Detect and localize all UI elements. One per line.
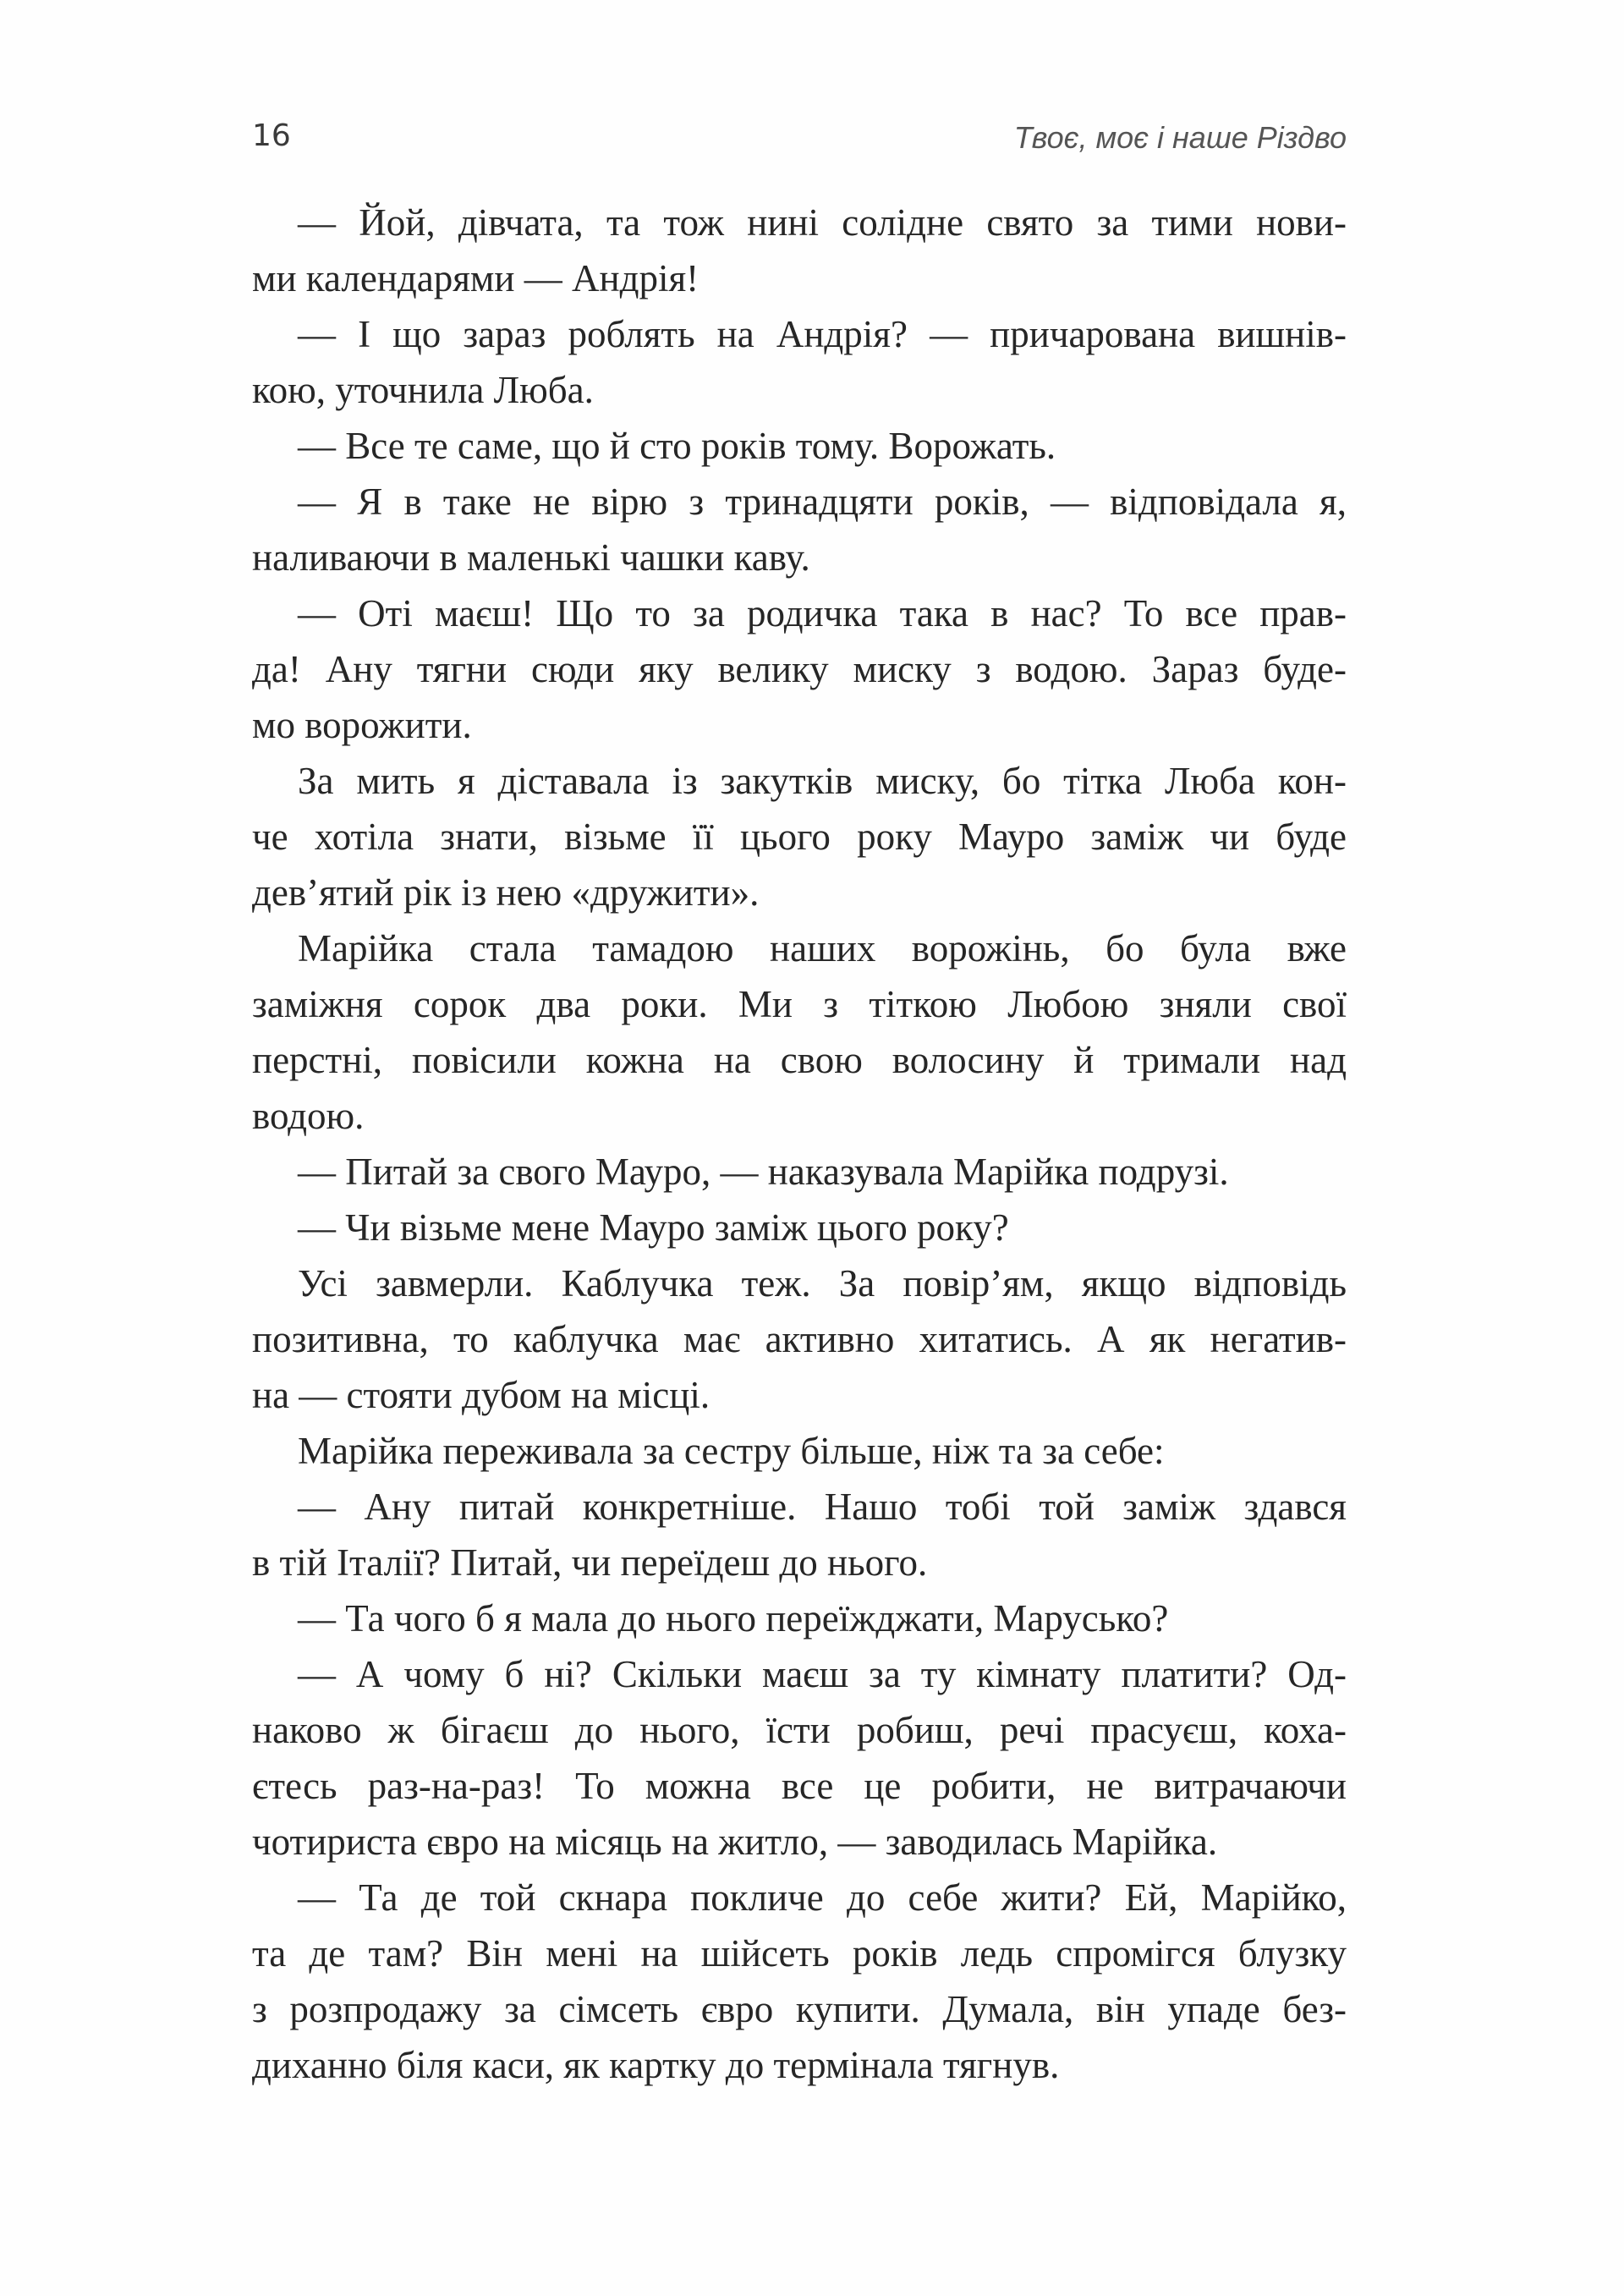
text-line: — Чи візьме мене Мауро заміж цього року? bbox=[298, 1206, 1009, 1249]
paragraph bbox=[252, 1590, 1347, 1646]
paragraph bbox=[252, 1255, 1347, 1423]
text-line: Марійка стала тамадою наших ворожінь, бо була вже bbox=[298, 927, 1347, 969]
paragraph bbox=[252, 195, 1347, 306]
text-line: диханно біля каси, як картку до термінала тягнув. bbox=[252, 2044, 1060, 2086]
page-number: 16 bbox=[252, 118, 291, 153]
text-line: — А чому б ні? Скільки маєш за ту кімнату платити? Од- bbox=[298, 1653, 1347, 1695]
text-line: в тій Італії? Питай, чи переїдеш до нього. bbox=[252, 1541, 928, 1584]
text-line: з розпродажу за сімсеть євро купити. Думала, він упаде без- bbox=[252, 1988, 1347, 2030]
text-line: — Та де той скнара покличе до себе жити? Ей, Марійко, bbox=[298, 1876, 1347, 1919]
text-line: — Все те саме, що й сто років тому. Ворожать. bbox=[298, 425, 1056, 467]
text-line: — Та чого б я мала до нього переїжджати, Марусько? bbox=[298, 1597, 1169, 1640]
text-line: єтесь раз-на-раз! То можна все це робити, не витрачаючи bbox=[252, 1765, 1347, 1807]
text-line: Марійка переживала за сестру більше, ніж та за себе: bbox=[298, 1430, 1165, 1472]
paragraph bbox=[252, 1144, 1347, 1200]
text-line: — І що зараз роблять на Андрія? — причарована вишнів- bbox=[298, 313, 1347, 355]
text-line: перстні, повісили кожна на свою волосину й тримали над bbox=[252, 1039, 1347, 1081]
text-line: наково ж бігаєш до нього, їсти робиш, речі прасуєш, коха- bbox=[252, 1709, 1347, 1751]
text-line: позитивна, то каблучка має активно хитатись. А як негатив- bbox=[252, 1318, 1347, 1360]
text-line: мо ворожити. bbox=[252, 704, 472, 746]
paragraph bbox=[252, 474, 1347, 585]
text-line: ми календарями — Андрія! bbox=[252, 257, 700, 299]
text-line: кою, уточнила Люба. bbox=[252, 369, 594, 411]
text-line: — Оті маєш! Що то за родичка така в нас? То все прав- bbox=[298, 592, 1347, 634]
body-text bbox=[252, 195, 1347, 2093]
text-line: — Я в таке не вірю з тринадцяти років, — відповідала я, bbox=[298, 481, 1347, 523]
paragraph bbox=[252, 306, 1347, 418]
paragraph bbox=[252, 418, 1347, 474]
paragraph bbox=[252, 1200, 1347, 1255]
paragraph bbox=[252, 1870, 1347, 2093]
text-line: Усі завмерли. Каблучка теж. За повір’ям, якщо відповідь bbox=[298, 1262, 1347, 1305]
text-line: — Ану питай конкретніше. Нашо тобі той заміж здався bbox=[298, 1486, 1347, 1528]
text-line: водою. bbox=[252, 1095, 365, 1137]
page-header bbox=[252, 118, 1347, 161]
text-line: — Йой, дівчата, та тож нині солідне свято за тими нови- bbox=[298, 201, 1347, 244]
text-line: да! Ану тягни сюди яку велику миску з водою. Зараз буде- bbox=[252, 648, 1347, 690]
paragraph bbox=[252, 1479, 1347, 1590]
paragraph bbox=[252, 753, 1347, 920]
paragraph bbox=[252, 1423, 1347, 1479]
text-line: заміжня сорок два роки. Ми з тіткою Любою зняли свої bbox=[252, 983, 1347, 1025]
paragraph bbox=[252, 585, 1347, 753]
running-title: Твоє, моє і наше Різдво bbox=[1013, 120, 1347, 155]
text-line: чотириста євро на місяць на житло, — заводилась Марійка. bbox=[252, 1821, 1218, 1863]
paragraph bbox=[252, 920, 1347, 1144]
text-line: — Питай за свого Мауро, — наказувала Марійка подрузі. bbox=[298, 1151, 1229, 1193]
text-line: на — стояти дубом на місці. bbox=[252, 1374, 710, 1416]
text-line: наливаючи в маленькі чашки каву. bbox=[252, 536, 810, 579]
text-line: дев’ятий рік із нею «дружити». bbox=[252, 871, 760, 914]
text-line: че хотіла знати, візьме її цього року Мауро заміж чи буде bbox=[252, 816, 1347, 858]
paragraph bbox=[252, 1646, 1347, 1870]
text-line: За мить я діставала із закутків миску, бо тітка Люба кон- bbox=[298, 760, 1347, 802]
text-line: та де там? Він мені на шійсеть років ледь спромігся блузку bbox=[252, 1932, 1347, 1975]
